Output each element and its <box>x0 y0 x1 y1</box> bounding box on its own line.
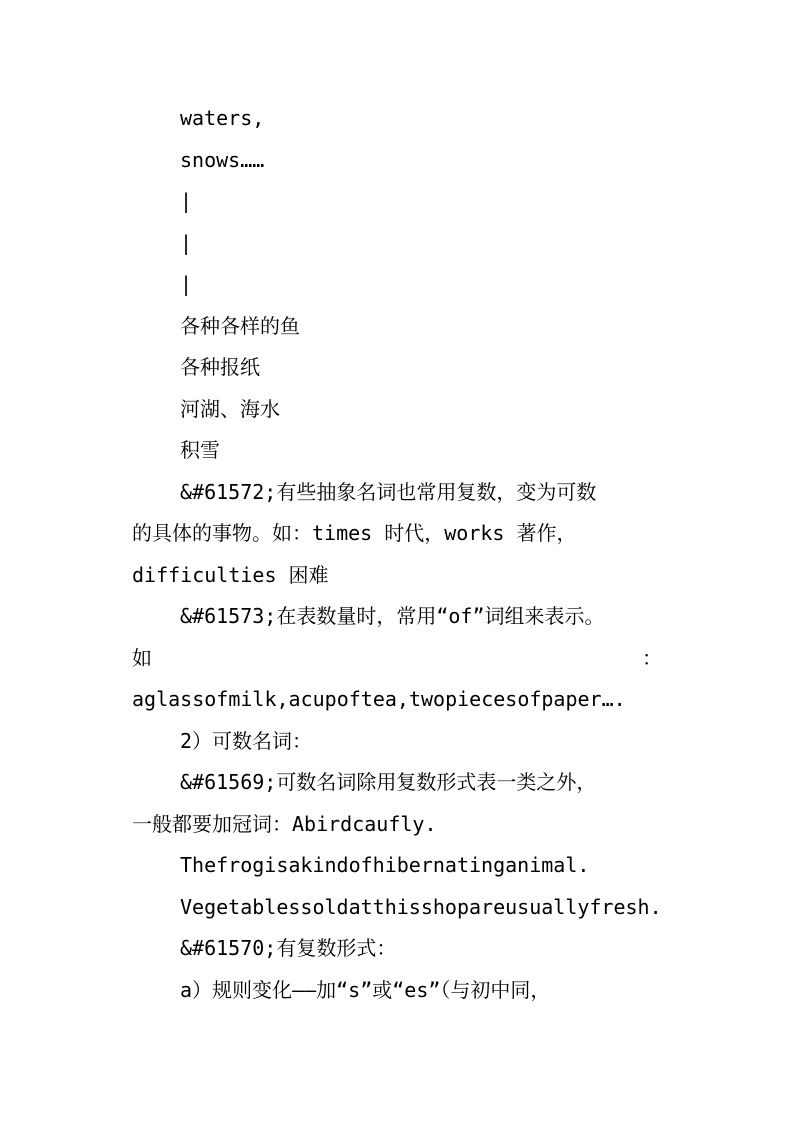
text-line: difficulties 困难 <box>132 562 329 587</box>
text-line: snows…… <box>180 147 265 172</box>
text-fragment: 如 <box>132 645 152 670</box>
text-line: Thefrogisakindofhibernatinganimal. <box>180 853 590 877</box>
text-line: 的具体的事物。如：times 时代，works 著作， <box>132 521 577 545</box>
text-fragment: ： <box>642 645 662 670</box>
text-line: &#61572;有些抽象名词也常用复数，变为可数 <box>180 479 597 504</box>
text-line: a）规则变化——加“s”或“es”（与初中同， <box>180 977 551 1002</box>
text-line: aglassofmilk,acupoftea,twopiecesofpaper…. <box>132 687 626 711</box>
text-line: &#61573;在表数量时，常用“of”词组来表示。 <box>180 604 605 628</box>
text-line: 一般都要加冠词：Abirdcaufly. <box>132 811 437 836</box>
text-line-justified <box>132 638 662 680</box>
text-line: | <box>180 189 193 213</box>
text-line: | <box>180 272 193 296</box>
text-line: Vegetablessoldatthisshopareusuallyfresh. <box>180 894 662 919</box>
text-line: 各种各样的鱼 <box>180 313 300 338</box>
text-line: 积雪 <box>180 438 220 462</box>
document-body <box>132 98 662 1011</box>
text-line: 2）可数名词： <box>180 728 313 753</box>
text-line: 河湖、海水 <box>180 396 280 421</box>
text-line: &#61569;可数名词除用复数形式表一类之外， <box>180 770 597 794</box>
text-line: | <box>180 230 193 255</box>
text-line: &#61570;有复数形式： <box>180 936 397 960</box>
text-line: 各种报纸 <box>180 355 260 379</box>
text-line: waters, <box>180 106 265 130</box>
